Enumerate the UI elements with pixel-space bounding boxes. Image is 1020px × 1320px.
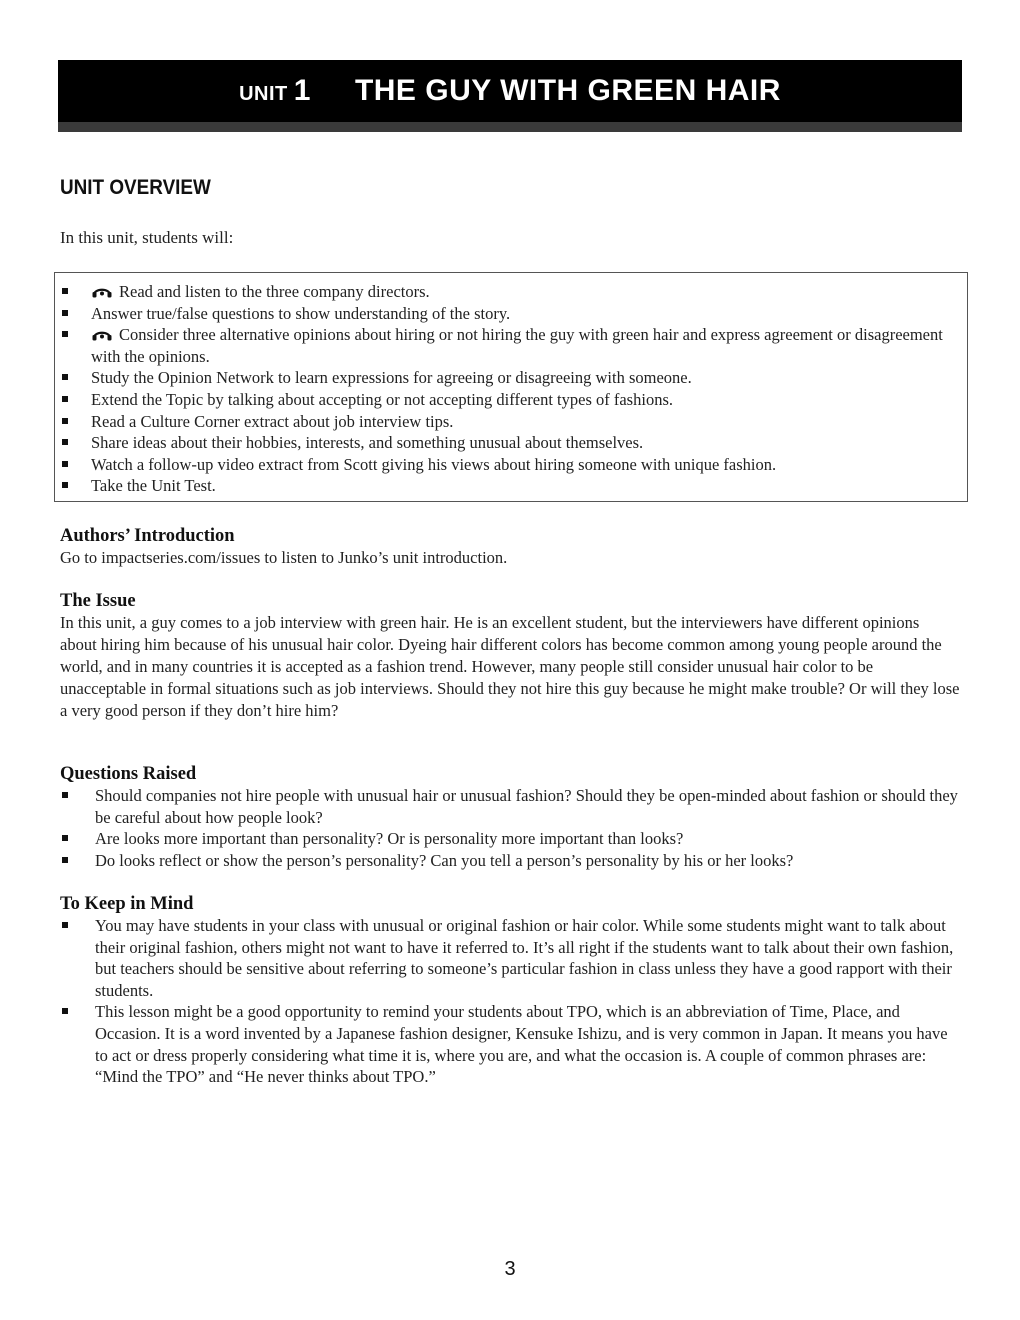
- questions-heading: Questions Raised: [60, 764, 197, 784]
- unit-number: 1: [293, 74, 311, 107]
- question-item: [60, 828, 960, 850]
- bullet-square-icon: [62, 482, 68, 488]
- bullet-square-icon: [62, 857, 68, 863]
- bullet-square-icon: [62, 835, 68, 841]
- keep-in-mind-item-text: You may have students in your class with unusual or original fashion or hair color. While some students might want to talk about their original fashion, others might not want to have it referred to. It’s all right if the students want to talk about their own fashion, but teachers should be sensitive about referring to someone’s particular fashion in class unless they have a good rapport with their students.: [95, 916, 954, 1000]
- keep-in-mind-item: [60, 1001, 960, 1087]
- objective-item: [55, 389, 967, 411]
- page-number: 3: [504, 1258, 516, 1280]
- objective-item: [55, 454, 967, 476]
- headphones-icon: [91, 327, 113, 341]
- objective-item: [55, 475, 967, 497]
- bullet-square-icon: [62, 439, 68, 445]
- keep-in-mind-heading: To Keep in Mind: [60, 894, 194, 914]
- question-item: [60, 785, 960, 828]
- bullet-square-icon: [62, 396, 68, 402]
- bullet-square-icon: [62, 331, 68, 337]
- authors-introduction-section: [60, 525, 960, 569]
- question-item: [60, 850, 960, 872]
- bullet-square-icon: [62, 288, 68, 294]
- objective-item-text: Share ideas about their hobbies, interests, and something unusual about themselves.: [91, 433, 644, 453]
- keep-in-mind-section: [60, 893, 960, 1088]
- question-item-text: Do looks reflect or show the person’s personality? Can you tell a person’s personality by his or her looks?: [95, 850, 794, 870]
- objective-item-text: Study the Opinion Network to learn expressions for agreeing or disagreeing with someone.: [91, 368, 692, 388]
- keep-in-mind-item-text: This lesson might be a good opportunity to remind your students about TPO, which is an abbreviation of Time, Place, and Occasion. It is a word invented by a Japanese fashion designer, Kensuke Ishizu, and is very common in Japan. It means you have to act or dress properly considering what time it is, where you are, and what the occasion is. A couple of common phrases are: “Mind the TPO” and “He never thinks about TPO.”: [95, 1002, 948, 1087]
- bullet-square-icon: [62, 418, 68, 424]
- objective-item-text: Read a Culture Corner extract about job interview tips.: [91, 411, 454, 431]
- issue-section: [60, 590, 960, 722]
- keep-in-mind-item: [60, 915, 960, 1001]
- issue-heading: The Issue: [60, 591, 136, 611]
- banner-underline: [58, 122, 962, 132]
- bullet-square-icon: [62, 792, 68, 798]
- overview-intro: In this unit, students will:: [60, 228, 234, 247]
- keep-in-mind-list: [60, 915, 960, 1088]
- objective-item: [55, 367, 967, 389]
- objectives-box: [54, 272, 968, 502]
- objectives-list: [55, 281, 967, 497]
- unit-label: UNIT: [239, 83, 288, 105]
- overview-heading: UNIT OVERVIEW: [60, 176, 211, 199]
- unit-title-banner: [58, 60, 962, 122]
- objective-item-text: Extend the Topic by talking about accepting or not accepting different types of fashions.: [91, 389, 673, 409]
- objective-item-text: Read and listen to the three company directors.: [119, 282, 430, 301]
- objective-item-text: Answer true/false questions to show understanding of the story.: [91, 303, 511, 323]
- question-item-text: Are looks more important than personality? Or is personality more important than looks?: [95, 829, 684, 849]
- bullet-square-icon: [62, 374, 68, 380]
- objective-item: [55, 411, 967, 433]
- headphones-icon: [91, 284, 113, 298]
- objective-item: [55, 281, 967, 303]
- questions-list: [60, 785, 960, 871]
- objective-item: [55, 324, 967, 367]
- question-item-text: Should companies not hire people with unusual hair or unusual fashion? Should they be open-minded about fashion or should they be careful about how people look?: [95, 786, 958, 827]
- questions-raised-section: [60, 763, 960, 871]
- authors-intro-heading: Authors’ Introduction: [60, 526, 235, 546]
- bullet-square-icon: [62, 922, 68, 928]
- unit-title: THE GUY WITH GREEN HAIR: [354, 74, 781, 107]
- bullet-square-icon: [62, 461, 68, 467]
- objective-item: [55, 303, 967, 325]
- objective-item-text: Consider three alternative opinions about hiring or not hiring the guy with green hair and express agreement or disagreement with the opinions.: [91, 325, 943, 366]
- authors-intro-text: Go to impactseries.com/issues to listen to Junko’s unit introduction.: [60, 548, 508, 567]
- objective-item: [55, 432, 967, 454]
- objective-item-text: Watch a follow-up video extract from Scott giving his views about hiring someone with unique fashion.: [91, 454, 777, 474]
- bullet-square-icon: [62, 1008, 68, 1014]
- bullet-square-icon: [62, 310, 68, 316]
- objective-item-text: Take the Unit Test.: [91, 476, 216, 496]
- issue-text: In this unit, a guy comes to a job interview with green hair. He is an excellent student, but the interviewers have different opinions about hiring him because of his unusual hair color. Dyeing hair different colors has become common among young people around the world, and in many countries it is accepted as a fashion trend. However, many people still consider unusual hair color to be unacceptable in formal situations such as job interviews. Should they not hire this guy because he might make trouble? Or will they lose a very good person if they don’t hire him?: [60, 613, 960, 720]
